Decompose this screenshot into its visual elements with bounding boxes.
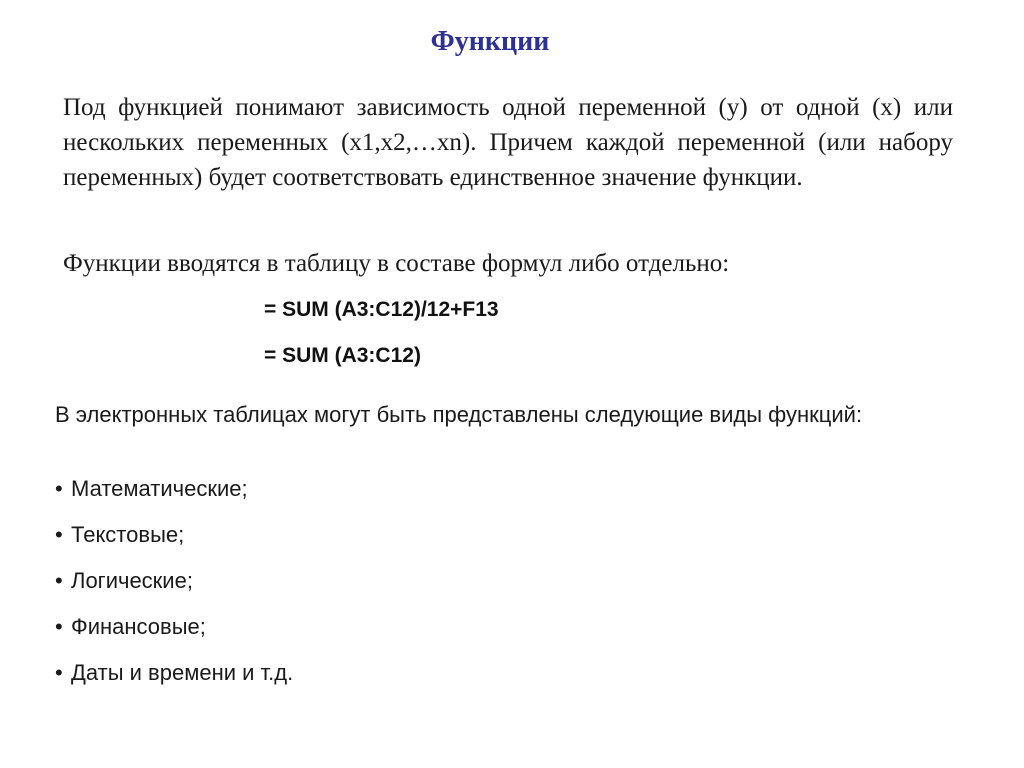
formula-example-2: = SUM (A3:C12) — [264, 344, 421, 367]
list-item-label: Логические; — [71, 568, 193, 593]
function-types-intro: В электронных таблицах могут быть представлены следующие виды функций: — [55, 402, 863, 427]
slide-title: Функции — [430, 26, 550, 57]
formulas-intro-text: Функции вводятся в таблицу в составе формул либо отдельно: — [63, 250, 730, 277]
list-item — [55, 475, 293, 521]
function-types-list — [55, 475, 293, 705]
bullet-icon: • — [55, 568, 63, 593]
list-item — [55, 521, 293, 567]
list-item-label: Текстовые; — [71, 522, 185, 547]
bullet-icon: • — [55, 522, 63, 547]
function-definition-paragraph: Под функцией понимают зависимость одной переменной (y) от одной (x) или нескольких переменных (x1,x2,…xn). Причем каждой переменной (или набору переменных) будет соответствовать единственное значение функции. — [63, 94, 953, 191]
list-item-label: Даты и времени и т.д. — [71, 660, 294, 685]
list-item — [55, 567, 293, 613]
list-item-label: Финансовые; — [71, 614, 206, 639]
list-item — [55, 613, 293, 659]
list-item-label: Математические; — [71, 476, 248, 501]
bullet-icon: • — [55, 614, 63, 639]
formula-example-1: = SUM (A3:C12)/12+F13 — [264, 298, 499, 321]
list-item — [55, 659, 293, 705]
bullet-icon: • — [55, 476, 63, 501]
bullet-icon: • — [55, 660, 63, 685]
